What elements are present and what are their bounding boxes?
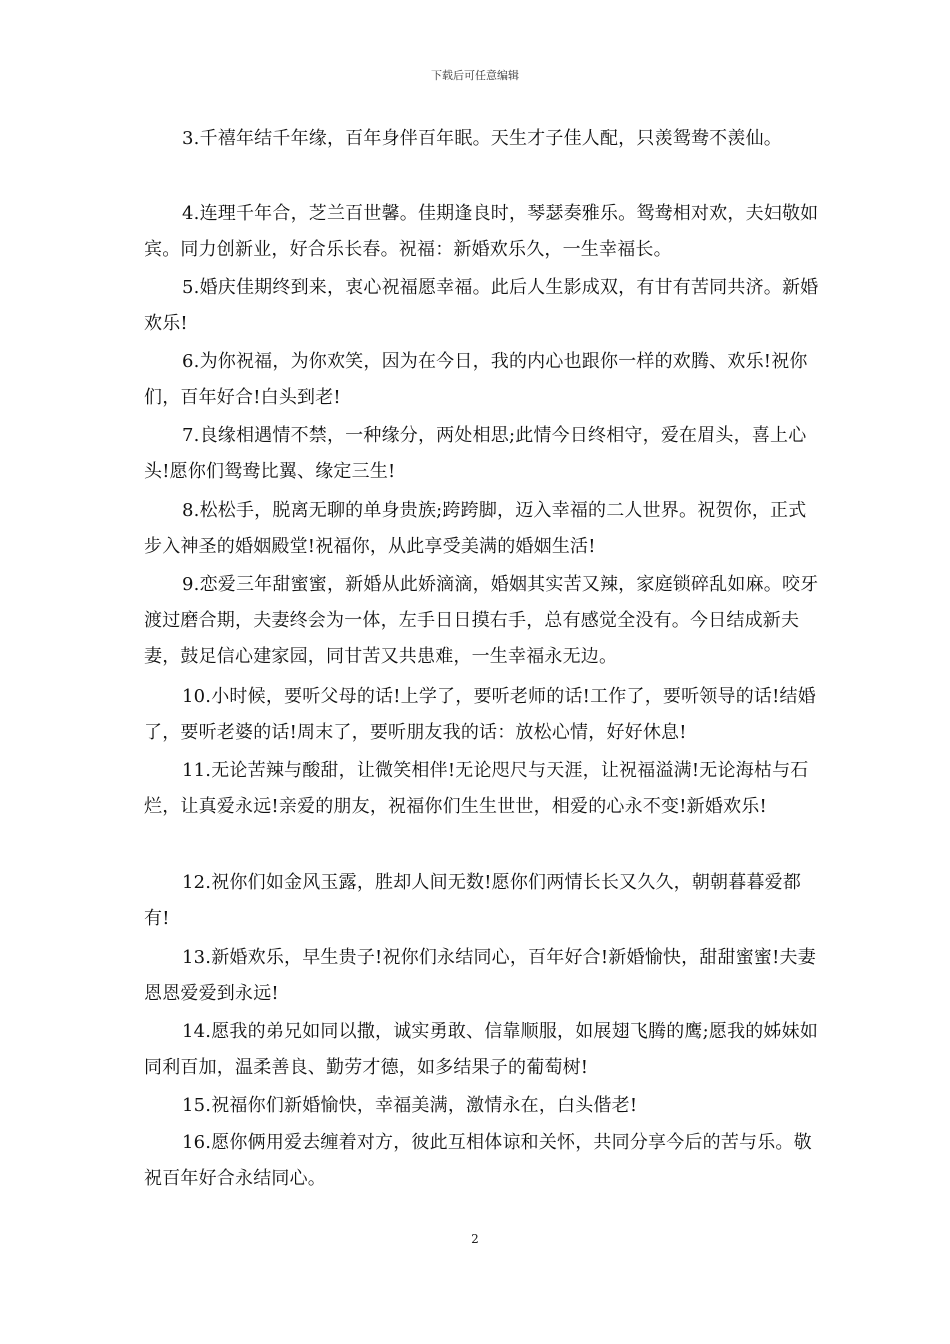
page-number: 2	[471, 1232, 479, 1246]
paragraph-15: 15.祝福你们新婚愉快，幸福美满，激情永在，白头偕老!	[182, 1095, 638, 1116]
paragraph-13: 13.新婚欢乐，早生贵子!祝你们永结同心，百年好合!新婚愉快，甜甜蜜蜜!夫妻恩恩爱爱到永远!	[144, 947, 816, 1004]
paragraph-16: 16.愿你俩用爱去缠着对方，彼此互相体谅和关怀，共同分享今后的苦与乐。敬祝百年好合永结同心。	[144, 1132, 812, 1189]
page-header: 下载后可任意编辑	[431, 69, 519, 82]
paragraph-7: 7.良缘相遇情不禁，一种缘分，两处相思;此情今日终相守，爱在眉头，喜上心头!愿你们鸳鸯比翼、缘定三生!	[144, 425, 807, 482]
paragraph-11: 11.无论苦辣与酸甜，让微笑相伴!无论咫尺与天涯，让祝福溢满!无论海枯与石烂，让真爱永远!亲爱的朋友，祝福你们生生世世，相爱的心永不变!新婚欢乐!	[144, 760, 809, 817]
paragraph-4: 4.连理千年合，芝兰百世馨。佳期逢良时，琴瑟奏雅乐。鸳鸯相对欢，夫妇敬如宾。同力创新业，好合乐长春。祝福：新婚欢乐久，一生幸福长。	[144, 203, 819, 260]
paragraph-9: 9.恋爱三年甜蜜蜜，新婚从此娇滴滴，婚姻其实苦又辣，家庭锁碎乱如麻。咬牙渡过磨合期，夫妻终会为一体，左手日日摸右手，总有感觉全没有。今日结成新夫妻，鼓足信心建家园，同甘苦又共患难，一生幸福永无边。	[144, 574, 819, 667]
paragraph-6: 6.为你祝福，为你欢笑，因为在今日，我的内心也跟你一样的欢腾、欢乐!祝你们，百年好合!白头到老!	[144, 351, 808, 408]
paragraph-5: 5.婚庆佳期终到来，衷心祝福愿幸福。此后人生影成双，有甘有苦同共济。新婚欢乐!	[144, 277, 819, 334]
paragraph-3: 3.千禧年结千年缘，百年身伴百年眠。天生才子佳人配，只羡鸳鸯不羡仙。	[182, 128, 782, 149]
paragraph-8: 8.松松手，脱离无聊的单身贵族;跨跨脚，迈入幸福的二人世界。祝贺你，正式步入神圣的婚姻殿堂!祝福你，从此享受美满的婚姻生活!	[144, 500, 807, 557]
paragraph-10: 10.小时候，要听父母的话!上学了，要听老师的话!工作了，要听领导的话!结婚了，要听老婆的话!周末了，要听朋友我的话：放松心情，好好休息!	[144, 686, 816, 743]
paragraph-12: 12.祝你们如金风玉露，胜却人间无数!愿你们两情长长又久久，朝朝暮暮爱都有!	[144, 872, 802, 929]
paragraph-14: 14.愿我的弟兄如同以撒，诚实勇敢、信靠顺服，如展翅飞腾的鹰;愿我的姊妹如同利百加，温柔善良、勤劳才德，如多结果子的葡萄树!	[144, 1021, 819, 1078]
